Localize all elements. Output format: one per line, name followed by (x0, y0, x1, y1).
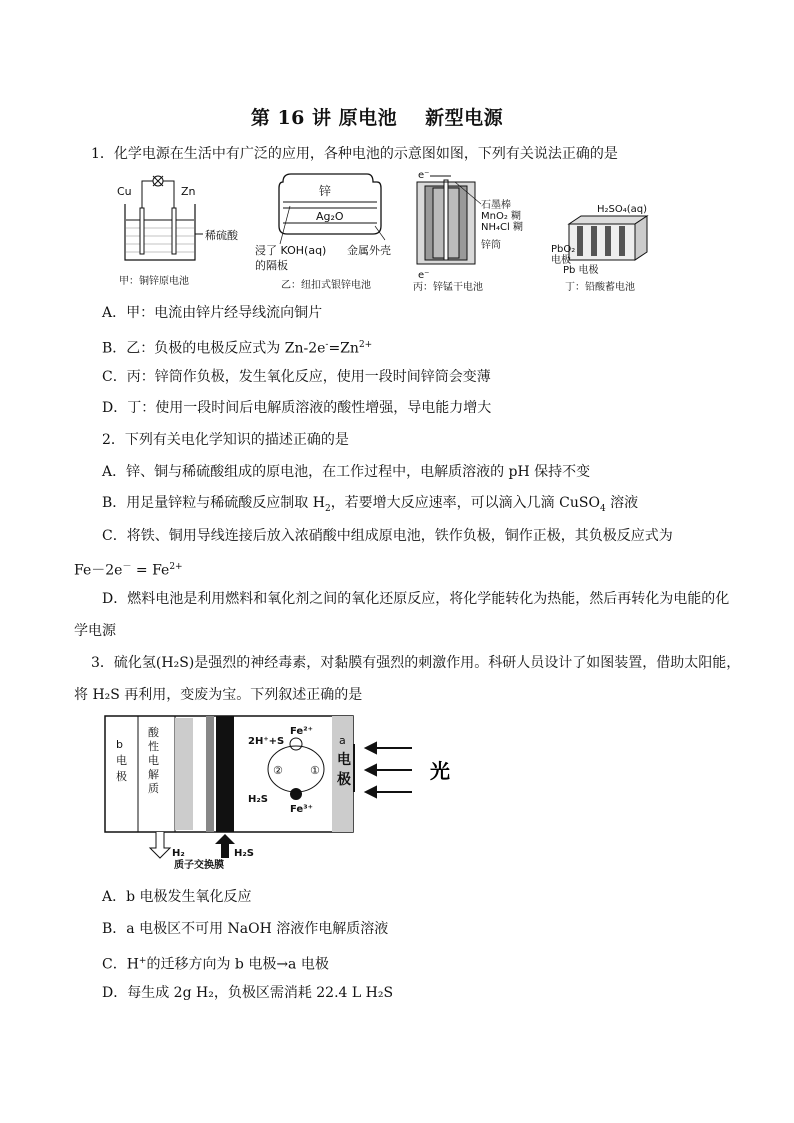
svg-text:H₂S: H₂S (234, 848, 254, 859)
q1-option-b (102, 336, 372, 358)
svg-text:酸: 酸 (148, 726, 159, 739)
cap-yi: 乙：纽扣式银锌电池 (281, 280, 371, 291)
q2-stem: 2．下列有关电化学知识的描述正确的是 (102, 432, 349, 448)
q3-c-text: C．H (102, 956, 139, 973)
step1-label: ① (310, 764, 320, 777)
acid-label: 稀硫酸 (205, 229, 238, 242)
q2-option-d-cont: 学电源 (74, 623, 116, 639)
h2-outlet (150, 832, 185, 859)
electron-top: e⁻ (418, 170, 430, 181)
reaction-label: 2H⁺+S (248, 736, 285, 747)
svg-text:电: 电 (337, 752, 351, 768)
zinc-label: 锌 (319, 184, 332, 198)
nh4cl-label: NH₄Cl 糊 (481, 222, 523, 233)
shell-label: 金属外壳 (347, 244, 391, 257)
b-electrode-label (116, 738, 127, 783)
cap-bing: 丙：锌锰干电池 (413, 282, 483, 293)
copper-zinc-cell-diagram (117, 176, 239, 287)
title-part2: 新型电源 (425, 107, 504, 129)
svg-text:性: 性 (148, 740, 159, 753)
q1-option-d: D．丁：使用一段时间后电解质溶液的酸性增强，导电能力增大 (102, 400, 492, 416)
q2-b-sub: 2 (324, 503, 331, 514)
page-title (0, 103, 754, 130)
separator-label: 的隔板 (255, 259, 288, 272)
lead-acid-battery-diagram (551, 204, 647, 293)
koh-label: 浸了 KOH(aq) (255, 244, 327, 257)
pbo2-electrode-label: 电极 (551, 255, 571, 266)
fe3-label: Fe³⁺ (290, 804, 313, 815)
q2-c-eq-text: Fe－2e (74, 562, 123, 579)
svg-text:H₂: H₂ (172, 848, 185, 859)
q1-b-sup1: - (325, 340, 329, 350)
q3-c-sup: + (138, 956, 147, 966)
button-cell-diagram (255, 174, 391, 291)
q2-b-sub2: 4 (599, 503, 606, 514)
proton-membrane (216, 716, 234, 832)
svg-text:质: 质 (148, 782, 159, 795)
mno2-label: MnO₂ 糊 (481, 211, 522, 222)
q2-b-end: 溶液 (605, 495, 639, 511)
q3-option-d: D．每生成 2g H₂，负极区需消耗 22.4 L H₂S (102, 985, 394, 1001)
q3-figure (100, 712, 480, 872)
q2-option-c-equation (74, 558, 183, 580)
zn-label: Zn (181, 185, 196, 198)
q2-c-eq-sup2: 2+ (169, 562, 183, 572)
cap-jia: 甲：铜锌原电池 (119, 276, 189, 287)
q1-option-c: C．丙：锌筒作负极，发生氧化反应，使用一段时间锌筒会变薄 (102, 369, 491, 385)
acid-electrolyte-label (148, 725, 160, 795)
q1-option-a: A．甲：电流由锌片经导线流向铜片 (102, 305, 323, 321)
q3-option-c (102, 952, 329, 974)
q2-b-post: ，若要增大反应速率，可以滴入几滴 CuSO (330, 495, 600, 511)
q3-option-a: A．b 电极发生氧化反应 (102, 889, 252, 905)
q2-b-text: B．用足量锌粒与稀硫酸反应制取 H (102, 495, 325, 511)
q3-option-b: B．a 电极区不可用 NaOH 溶液作电解质溶液 (102, 921, 389, 937)
svg-text:极: 极 (337, 772, 351, 788)
light-arrows (366, 743, 412, 797)
dry-cell-diagram (413, 170, 523, 293)
cu-label: Cu (117, 185, 132, 198)
q2-option-d: D．燃料电池是利用燃料和氧化剂之间的氧化还原反应，将化学能转化为热能，然后再转化为电能的化 (102, 591, 730, 607)
svg-text:解: 解 (148, 768, 159, 781)
ag2o-label: Ag₂O (316, 210, 344, 223)
svg-text:b: b (116, 738, 123, 751)
q3-stem-cont: 将 H₂S 再利用，变废为宝。下列叙述正确的是 (74, 687, 363, 703)
pbo2-label: PbO₂ (551, 244, 576, 255)
q2-option-a: A．锌、铜与稀硫酸组成的原电池，在工作过程中，电解质溶液的 pH 保持不变 (102, 464, 591, 480)
light-label: 光 (430, 759, 450, 783)
svg-text:电: 电 (116, 754, 127, 767)
q1-b-sup2: 2+ (358, 340, 373, 350)
q1-b-mid: =Zn (328, 340, 359, 357)
h2s-in-label: H₂S (248, 794, 268, 805)
step2-label: ② (273, 764, 283, 777)
cap-ding: 丁：铅酸蓄电池 (565, 282, 635, 293)
fe2-label: Fe²⁺ (290, 726, 313, 737)
pb-electrode-label: Pb 电极 (563, 265, 599, 276)
h2so4-label: H₂SO₄(aq) (597, 204, 648, 215)
q2-option-c: C．将铁、铜用导线连接后放入浓硝酸中组成原电池，铁作负极，铜作正极，其负极反应式为 (102, 528, 673, 544)
graphite-label: 石墨棒 (481, 200, 511, 211)
q1-figure (95, 168, 685, 296)
q2-c-eq-sup: － (122, 562, 132, 572)
q2-c-eq-mid: = Fe (131, 562, 170, 579)
h2s-inlet (215, 834, 254, 859)
zinc-can-label: 锌筒 (481, 240, 501, 251)
svg-text:a: a (339, 734, 346, 747)
membrane-label: 质子交换膜 (174, 860, 224, 871)
svg-text:电: 电 (148, 754, 159, 767)
electron-bottom: e⁻ (418, 270, 430, 281)
q1-b-text: B．乙：负极的电极反应式为 Zn-2e (102, 340, 326, 357)
svg-text:极: 极 (116, 770, 127, 783)
q3-stem: 3．硫化氢(H₂S)是强烈的神经毒素，对黏膜有强烈的刺激作用。科研人员设计了如图装置，借助太阳能， (91, 655, 741, 671)
q3-c-post: 的迁移方向为 b 电极→a 电极 (146, 956, 329, 973)
q1-stem: 1．化学电源在生活中有广泛的应用，各种电池的示意图如图，下列有关说法正确的是 (91, 146, 618, 162)
title-part1: 第 16 讲 原电池 (250, 107, 398, 129)
q2-option-b (102, 494, 638, 518)
